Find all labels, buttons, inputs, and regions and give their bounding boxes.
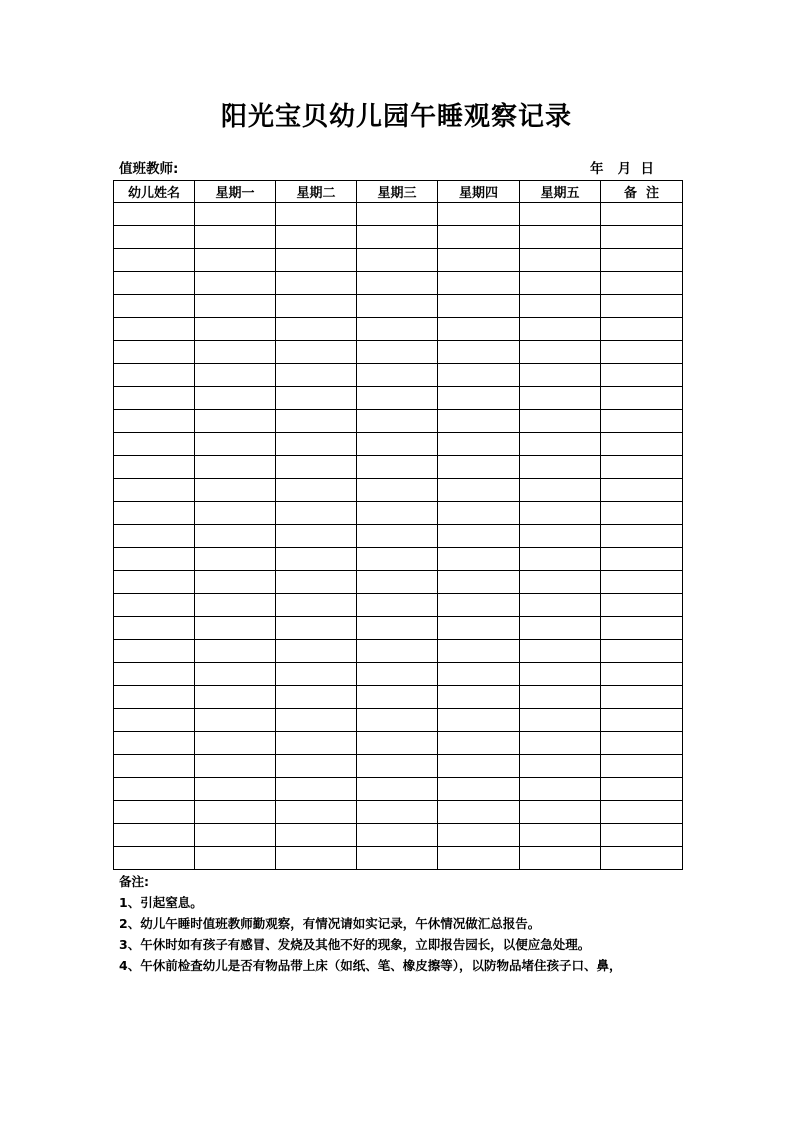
table-cell[interactable] bbox=[357, 456, 438, 479]
table-cell[interactable] bbox=[438, 433, 520, 456]
table-cell[interactable] bbox=[357, 617, 438, 640]
table-cell[interactable] bbox=[114, 755, 195, 778]
table-cell[interactable] bbox=[438, 640, 520, 663]
table-cell[interactable] bbox=[520, 847, 601, 870]
table-cell[interactable] bbox=[601, 226, 683, 249]
table-cell[interactable] bbox=[601, 433, 683, 456]
table-cell[interactable] bbox=[438, 709, 520, 732]
table-cell[interactable] bbox=[438, 571, 520, 594]
table-cell[interactable] bbox=[357, 318, 438, 341]
table-cell[interactable] bbox=[114, 617, 195, 640]
table-cell[interactable] bbox=[357, 502, 438, 525]
table-cell[interactable] bbox=[357, 341, 438, 364]
header-thursday: 星期四 bbox=[438, 181, 520, 203]
table-cell[interactable] bbox=[438, 847, 520, 870]
table-cell[interactable] bbox=[438, 801, 520, 824]
table-cell[interactable] bbox=[601, 387, 683, 410]
table-cell[interactable] bbox=[438, 686, 520, 709]
table-cell[interactable] bbox=[114, 364, 195, 387]
table-row bbox=[114, 801, 683, 824]
table-cell[interactable] bbox=[357, 824, 438, 847]
table-cell[interactable] bbox=[114, 709, 195, 732]
table-cell[interactable] bbox=[520, 433, 601, 456]
table-cell[interactable] bbox=[114, 295, 195, 318]
table-cell[interactable] bbox=[601, 295, 683, 318]
header-remarks: 备 注 bbox=[601, 181, 683, 203]
table-cell[interactable] bbox=[276, 663, 357, 686]
table-cell[interactable] bbox=[114, 226, 195, 249]
table-cell[interactable] bbox=[276, 410, 357, 433]
table-cell[interactable] bbox=[520, 824, 601, 847]
table-cell[interactable] bbox=[357, 801, 438, 824]
table-cell[interactable] bbox=[195, 387, 276, 410]
nap-record-table bbox=[113, 180, 683, 870]
table-cell[interactable] bbox=[601, 364, 683, 387]
table-cell[interactable] bbox=[195, 571, 276, 594]
table-cell[interactable] bbox=[276, 341, 357, 364]
table-row bbox=[114, 548, 683, 571]
table-cell[interactable] bbox=[601, 617, 683, 640]
table-cell[interactable] bbox=[276, 778, 357, 801]
table-cell[interactable] bbox=[520, 571, 601, 594]
table-cell[interactable] bbox=[276, 617, 357, 640]
table-row bbox=[114, 778, 683, 801]
table-row bbox=[114, 203, 683, 226]
table-cell[interactable] bbox=[195, 502, 276, 525]
table-cell[interactable] bbox=[520, 732, 601, 755]
table-row bbox=[114, 755, 683, 778]
table-row bbox=[114, 663, 683, 686]
table-cell[interactable] bbox=[520, 272, 601, 295]
table-cell[interactable] bbox=[438, 272, 520, 295]
table-row bbox=[114, 709, 683, 732]
table-cell[interactable] bbox=[114, 663, 195, 686]
date-label: 年 月 日 bbox=[590, 161, 654, 177]
table-cell[interactable] bbox=[601, 709, 683, 732]
table-cell[interactable] bbox=[438, 548, 520, 571]
table-cell[interactable] bbox=[438, 249, 520, 272]
table-cell[interactable] bbox=[114, 341, 195, 364]
table-cell[interactable] bbox=[195, 686, 276, 709]
table-cell[interactable] bbox=[438, 410, 520, 433]
table-cell[interactable] bbox=[357, 755, 438, 778]
table-cell[interactable] bbox=[195, 479, 276, 502]
table-cell[interactable] bbox=[357, 571, 438, 594]
table-cell[interactable] bbox=[438, 295, 520, 318]
table-cell[interactable] bbox=[276, 525, 357, 548]
table-cell[interactable] bbox=[114, 732, 195, 755]
table-cell[interactable] bbox=[357, 732, 438, 755]
table-cell[interactable] bbox=[114, 525, 195, 548]
table-cell[interactable] bbox=[601, 456, 683, 479]
table-cell[interactable] bbox=[276, 433, 357, 456]
table-cell[interactable] bbox=[601, 640, 683, 663]
table-row bbox=[114, 732, 683, 755]
table-cell[interactable] bbox=[114, 318, 195, 341]
note-item: 2、幼儿午睡时值班教师勤观察，有情况请如实记录，午休情况做汇总报告。 bbox=[119, 916, 541, 931]
table-cell[interactable] bbox=[601, 824, 683, 847]
table-cell[interactable] bbox=[195, 548, 276, 571]
table-cell[interactable] bbox=[114, 433, 195, 456]
page-title: 阳光宝贝幼儿园午睡观察记录 bbox=[220, 102, 572, 132]
table-cell[interactable] bbox=[114, 801, 195, 824]
table-row bbox=[114, 249, 683, 272]
table-cell[interactable] bbox=[276, 272, 357, 295]
table-cell[interactable] bbox=[195, 410, 276, 433]
table-cell[interactable] bbox=[357, 433, 438, 456]
table-cell[interactable] bbox=[601, 272, 683, 295]
table-row bbox=[114, 295, 683, 318]
table-cell[interactable] bbox=[438, 824, 520, 847]
table-cell[interactable] bbox=[276, 249, 357, 272]
table-cell[interactable] bbox=[601, 341, 683, 364]
table-cell[interactable] bbox=[601, 525, 683, 548]
table-cell[interactable] bbox=[357, 479, 438, 502]
table-cell[interactable] bbox=[195, 249, 276, 272]
table-cell[interactable] bbox=[357, 525, 438, 548]
table-cell[interactable] bbox=[520, 778, 601, 801]
table-row bbox=[114, 571, 683, 594]
table-cell[interactable] bbox=[195, 778, 276, 801]
note-item: 3、午休时如有孩子有感冒、发烧及其他不好的现象，立即报告园长，以便应急处理。 bbox=[119, 937, 591, 952]
table-cell[interactable] bbox=[520, 410, 601, 433]
table-cell[interactable] bbox=[114, 824, 195, 847]
table-cell[interactable] bbox=[601, 732, 683, 755]
table-cell[interactable] bbox=[601, 410, 683, 433]
table-cell[interactable] bbox=[520, 548, 601, 571]
table-cell[interactable] bbox=[438, 663, 520, 686]
table-cell[interactable] bbox=[601, 755, 683, 778]
table-cell[interactable] bbox=[276, 295, 357, 318]
table-cell[interactable] bbox=[357, 226, 438, 249]
table-cell[interactable] bbox=[520, 640, 601, 663]
table-cell[interactable] bbox=[195, 364, 276, 387]
table-cell[interactable] bbox=[195, 755, 276, 778]
table-cell[interactable] bbox=[195, 272, 276, 295]
table-cell[interactable] bbox=[438, 226, 520, 249]
table-cell[interactable] bbox=[520, 203, 601, 226]
table-cell[interactable] bbox=[520, 502, 601, 525]
table-cell[interactable] bbox=[520, 456, 601, 479]
table-cell[interactable] bbox=[601, 801, 683, 824]
table-cell[interactable] bbox=[520, 295, 601, 318]
table-cell[interactable] bbox=[276, 709, 357, 732]
table-cell[interactable] bbox=[195, 226, 276, 249]
table-row bbox=[114, 410, 683, 433]
table-cell[interactable] bbox=[438, 732, 520, 755]
table-cell[interactable] bbox=[520, 686, 601, 709]
table-cell[interactable] bbox=[276, 318, 357, 341]
table-cell[interactable] bbox=[276, 479, 357, 502]
note-item: 4、午休前检查幼儿是否有物品带上床（如纸、笔、橡皮擦等），以防物品堵住孩子口、鼻， bbox=[119, 958, 622, 973]
table-cell[interactable] bbox=[520, 341, 601, 364]
table-cell[interactable] bbox=[438, 341, 520, 364]
table-cell[interactable] bbox=[357, 548, 438, 571]
table-cell[interactable] bbox=[601, 847, 683, 870]
table-cell[interactable] bbox=[520, 479, 601, 502]
table-cell[interactable] bbox=[114, 686, 195, 709]
table-row bbox=[114, 318, 683, 341]
table-cell[interactable] bbox=[114, 640, 195, 663]
table-cell[interactable] bbox=[520, 594, 601, 617]
table-cell[interactable] bbox=[195, 801, 276, 824]
table-body bbox=[114, 203, 683, 870]
note-item: 1、引起窒息。 bbox=[119, 895, 203, 910]
header-friday: 星期五 bbox=[520, 181, 601, 203]
table-cell[interactable] bbox=[601, 663, 683, 686]
table-cell[interactable] bbox=[357, 686, 438, 709]
table-cell[interactable] bbox=[114, 571, 195, 594]
table-row bbox=[114, 387, 683, 410]
table-cell[interactable] bbox=[276, 824, 357, 847]
table-cell[interactable] bbox=[357, 847, 438, 870]
table-cell[interactable] bbox=[438, 778, 520, 801]
table-cell[interactable] bbox=[520, 801, 601, 824]
table-cell[interactable] bbox=[195, 824, 276, 847]
table-cell[interactable] bbox=[195, 203, 276, 226]
table-cell[interactable] bbox=[520, 525, 601, 548]
table-cell[interactable] bbox=[520, 709, 601, 732]
table-cell[interactable] bbox=[520, 249, 601, 272]
table-cell[interactable] bbox=[195, 341, 276, 364]
table-cell[interactable] bbox=[276, 640, 357, 663]
table-cell[interactable] bbox=[601, 594, 683, 617]
table-cell[interactable] bbox=[276, 847, 357, 870]
table-cell[interactable] bbox=[114, 778, 195, 801]
table-row bbox=[114, 824, 683, 847]
table-cell[interactable] bbox=[520, 663, 601, 686]
table-cell[interactable] bbox=[276, 387, 357, 410]
table-cell[interactable] bbox=[276, 755, 357, 778]
table-cell[interactable] bbox=[357, 364, 438, 387]
table-cell[interactable] bbox=[438, 755, 520, 778]
table-cell[interactable] bbox=[276, 226, 357, 249]
header-child-name: 幼儿姓名 bbox=[114, 181, 195, 203]
table-cell[interactable] bbox=[601, 203, 683, 226]
table-cell[interactable] bbox=[438, 318, 520, 341]
notes-section bbox=[119, 871, 719, 976]
table-cell[interactable] bbox=[438, 479, 520, 502]
table-cell[interactable] bbox=[601, 502, 683, 525]
table-cell[interactable] bbox=[438, 456, 520, 479]
table-cell[interactable] bbox=[276, 502, 357, 525]
table-cell[interactable] bbox=[520, 364, 601, 387]
table-cell[interactable] bbox=[520, 387, 601, 410]
table-cell[interactable] bbox=[520, 318, 601, 341]
table-cell[interactable] bbox=[357, 709, 438, 732]
table-cell[interactable] bbox=[276, 203, 357, 226]
table-cell[interactable] bbox=[520, 226, 601, 249]
table-cell[interactable] bbox=[195, 663, 276, 686]
table-cell[interactable] bbox=[114, 502, 195, 525]
table-cell[interactable] bbox=[357, 203, 438, 226]
table-cell[interactable] bbox=[114, 203, 195, 226]
table-cell[interactable] bbox=[114, 548, 195, 571]
table-cell[interactable] bbox=[276, 364, 357, 387]
table-cell[interactable] bbox=[357, 295, 438, 318]
teacher-label: 值班教师: bbox=[119, 161, 179, 177]
table-cell[interactable] bbox=[276, 548, 357, 571]
table-row bbox=[114, 502, 683, 525]
table-cell[interactable] bbox=[357, 663, 438, 686]
table-row bbox=[114, 341, 683, 364]
table-cell[interactable] bbox=[195, 617, 276, 640]
table-row bbox=[114, 594, 683, 617]
table-row bbox=[114, 456, 683, 479]
table-cell[interactable] bbox=[520, 755, 601, 778]
table-cell[interactable] bbox=[195, 525, 276, 548]
table-row bbox=[114, 226, 683, 249]
table-cell[interactable] bbox=[357, 778, 438, 801]
table-row bbox=[114, 433, 683, 456]
table-cell[interactable] bbox=[357, 272, 438, 295]
table-row bbox=[114, 640, 683, 663]
table-cell[interactable] bbox=[601, 318, 683, 341]
table-cell[interactable] bbox=[438, 502, 520, 525]
table-cell[interactable] bbox=[438, 594, 520, 617]
table-cell[interactable] bbox=[195, 456, 276, 479]
table-row bbox=[114, 272, 683, 295]
table-row bbox=[114, 617, 683, 640]
table-cell[interactable] bbox=[195, 594, 276, 617]
table-row bbox=[114, 364, 683, 387]
table-cell[interactable] bbox=[601, 548, 683, 571]
table-row bbox=[114, 525, 683, 548]
table-cell[interactable] bbox=[195, 295, 276, 318]
table-cell[interactable] bbox=[357, 387, 438, 410]
table-cell[interactable] bbox=[195, 318, 276, 341]
table-cell[interactable] bbox=[357, 594, 438, 617]
table-row bbox=[114, 686, 683, 709]
header-wednesday: 星期三 bbox=[357, 181, 438, 203]
table-cell[interactable] bbox=[276, 732, 357, 755]
table-cell[interactable] bbox=[438, 617, 520, 640]
table-cell[interactable] bbox=[601, 249, 683, 272]
table-cell[interactable] bbox=[114, 479, 195, 502]
table-cell[interactable] bbox=[276, 686, 357, 709]
table-cell[interactable] bbox=[520, 617, 601, 640]
table-cell[interactable] bbox=[195, 847, 276, 870]
notes-heading: 备注: bbox=[119, 874, 149, 889]
table-cell[interactable] bbox=[438, 203, 520, 226]
table-cell[interactable] bbox=[114, 456, 195, 479]
table-cell[interactable] bbox=[601, 479, 683, 502]
table-cell[interactable] bbox=[114, 410, 195, 433]
table-cell[interactable] bbox=[276, 801, 357, 824]
table-cell[interactable] bbox=[438, 364, 520, 387]
table-cell[interactable] bbox=[357, 410, 438, 433]
table-cell[interactable] bbox=[114, 594, 195, 617]
table-cell[interactable] bbox=[357, 640, 438, 663]
table-cell[interactable] bbox=[276, 571, 357, 594]
table-cell[interactable] bbox=[114, 847, 195, 870]
table-cell[interactable] bbox=[195, 640, 276, 663]
table-cell[interactable] bbox=[357, 249, 438, 272]
table-cell[interactable] bbox=[114, 387, 195, 410]
header-monday: 星期一 bbox=[195, 181, 276, 203]
table-cell[interactable] bbox=[276, 456, 357, 479]
table-cell[interactable] bbox=[438, 525, 520, 548]
table-cell[interactable] bbox=[601, 571, 683, 594]
table-header-row bbox=[114, 181, 683, 203]
table-cell[interactable] bbox=[195, 732, 276, 755]
table-cell[interactable] bbox=[195, 709, 276, 732]
table-cell[interactable] bbox=[114, 249, 195, 272]
header-tuesday: 星期二 bbox=[276, 181, 357, 203]
table-cell[interactable] bbox=[601, 686, 683, 709]
table-row bbox=[114, 847, 683, 870]
table-cell[interactable] bbox=[276, 594, 357, 617]
table-cell[interactable] bbox=[195, 433, 276, 456]
table-cell[interactable] bbox=[114, 272, 195, 295]
table-cell[interactable] bbox=[601, 778, 683, 801]
table-row bbox=[114, 479, 683, 502]
table-cell[interactable] bbox=[438, 387, 520, 410]
